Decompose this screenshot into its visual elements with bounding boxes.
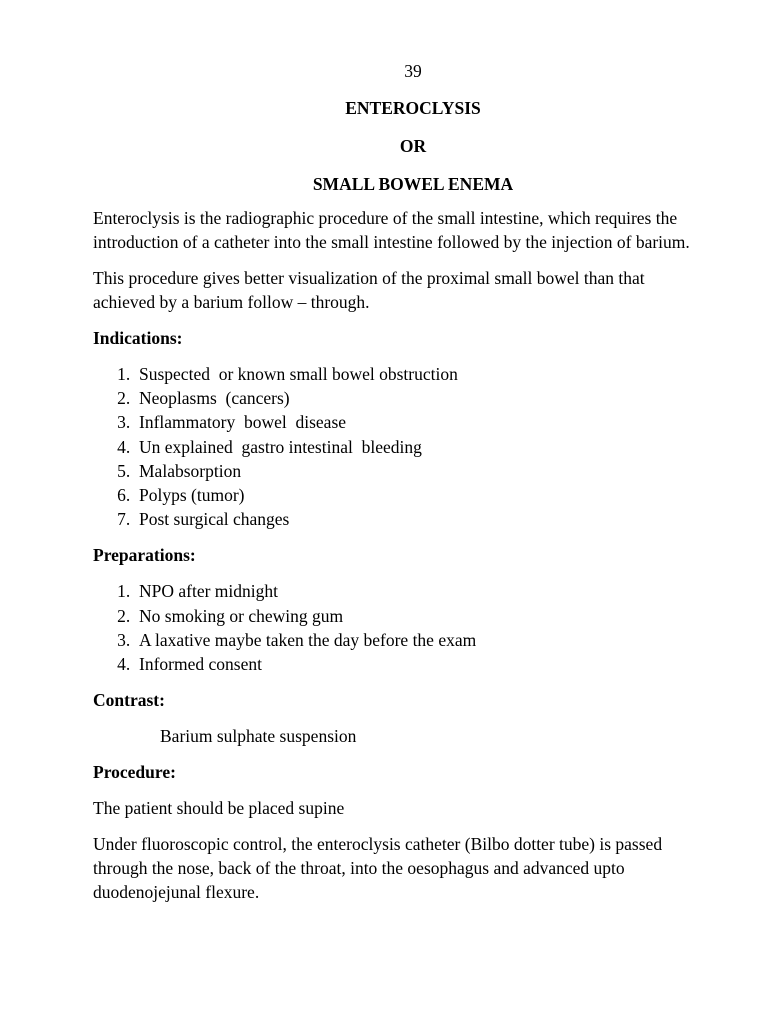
list-item-text: Un explained gastro intestinal bleeding (139, 436, 422, 457)
list-number: 6. (117, 485, 139, 506)
procedure-paragraph-2: Under fluoroscopic control, the enteroclysis catheter (Bilbo dotter tube) is passed through the nose, back of the throat, into the oesophagus and advanced upto duodenojejunal flexure. (93, 834, 663, 903)
list-item (93, 604, 693, 628)
list-item-text: No smoking or chewing gum (139, 605, 344, 626)
list-item-text: Post surgical changes (139, 509, 290, 530)
procedure-paragraph-1: The patient should be placed supine (93, 798, 345, 819)
list-item (93, 435, 693, 459)
list-item-text: Inflammatory bowel disease (139, 412, 347, 433)
list-item (93, 652, 693, 676)
title-or: OR (399, 136, 427, 156)
list-number: 3. (117, 629, 139, 650)
list-item-text: Suspected or known small bowel obstruction (139, 364, 458, 384)
list-item-text: A laxative maybe taken the day before the exam (139, 629, 477, 650)
list-number: 2. (117, 388, 139, 409)
list-number: 4. (117, 436, 139, 457)
list-number: 2. (117, 605, 139, 626)
title-main: ENTEROCLYSIS (345, 98, 481, 118)
list-item (93, 628, 693, 652)
list-item (93, 362, 693, 386)
intro-paragraph-2: This procedure gives better visualization of the proximal small bowel than that achieved by a barium follow – through. (93, 268, 645, 312)
list-item-text: Polyps (tumor) (139, 485, 245, 506)
list-item (93, 483, 693, 507)
intro-paragraph-1: Enteroclysis is the radiographic procedure of the small intestine, which requires the introduction of a catheter into the small intestine followed by the injection of barium. (93, 208, 690, 252)
list-item-text: Malabsorption (139, 460, 242, 481)
list-item (93, 507, 693, 531)
indications-list (93, 362, 693, 531)
title-subtitle: SMALL BOWEL ENEMA (312, 174, 514, 194)
indications-heading: Indications: (93, 328, 183, 348)
list-number: 5. (117, 460, 139, 481)
list-item-text: NPO after midnight (139, 581, 279, 602)
list-item (93, 386, 693, 410)
list-item (93, 459, 693, 483)
list-item-text: Informed consent (139, 654, 262, 675)
preparations-heading: Preparations: (93, 545, 196, 566)
list-item (93, 579, 693, 603)
list-number: 4. (117, 654, 139, 675)
contrast-text: Barium sulphate suspension (160, 726, 357, 747)
list-number: 3. (117, 412, 139, 433)
preparations-list (93, 579, 693, 676)
procedure-heading: Procedure: (93, 762, 176, 783)
list-number: 7. (117, 509, 139, 530)
list-number: 1. (117, 364, 139, 384)
list-item-text: Neoplasms (cancers) (139, 388, 290, 409)
document-page (93, 58, 693, 904)
page-number: 39 (404, 61, 422, 81)
list-number: 1. (117, 581, 139, 602)
contrast-heading: Contrast: (93, 690, 165, 711)
list-item (93, 410, 693, 434)
